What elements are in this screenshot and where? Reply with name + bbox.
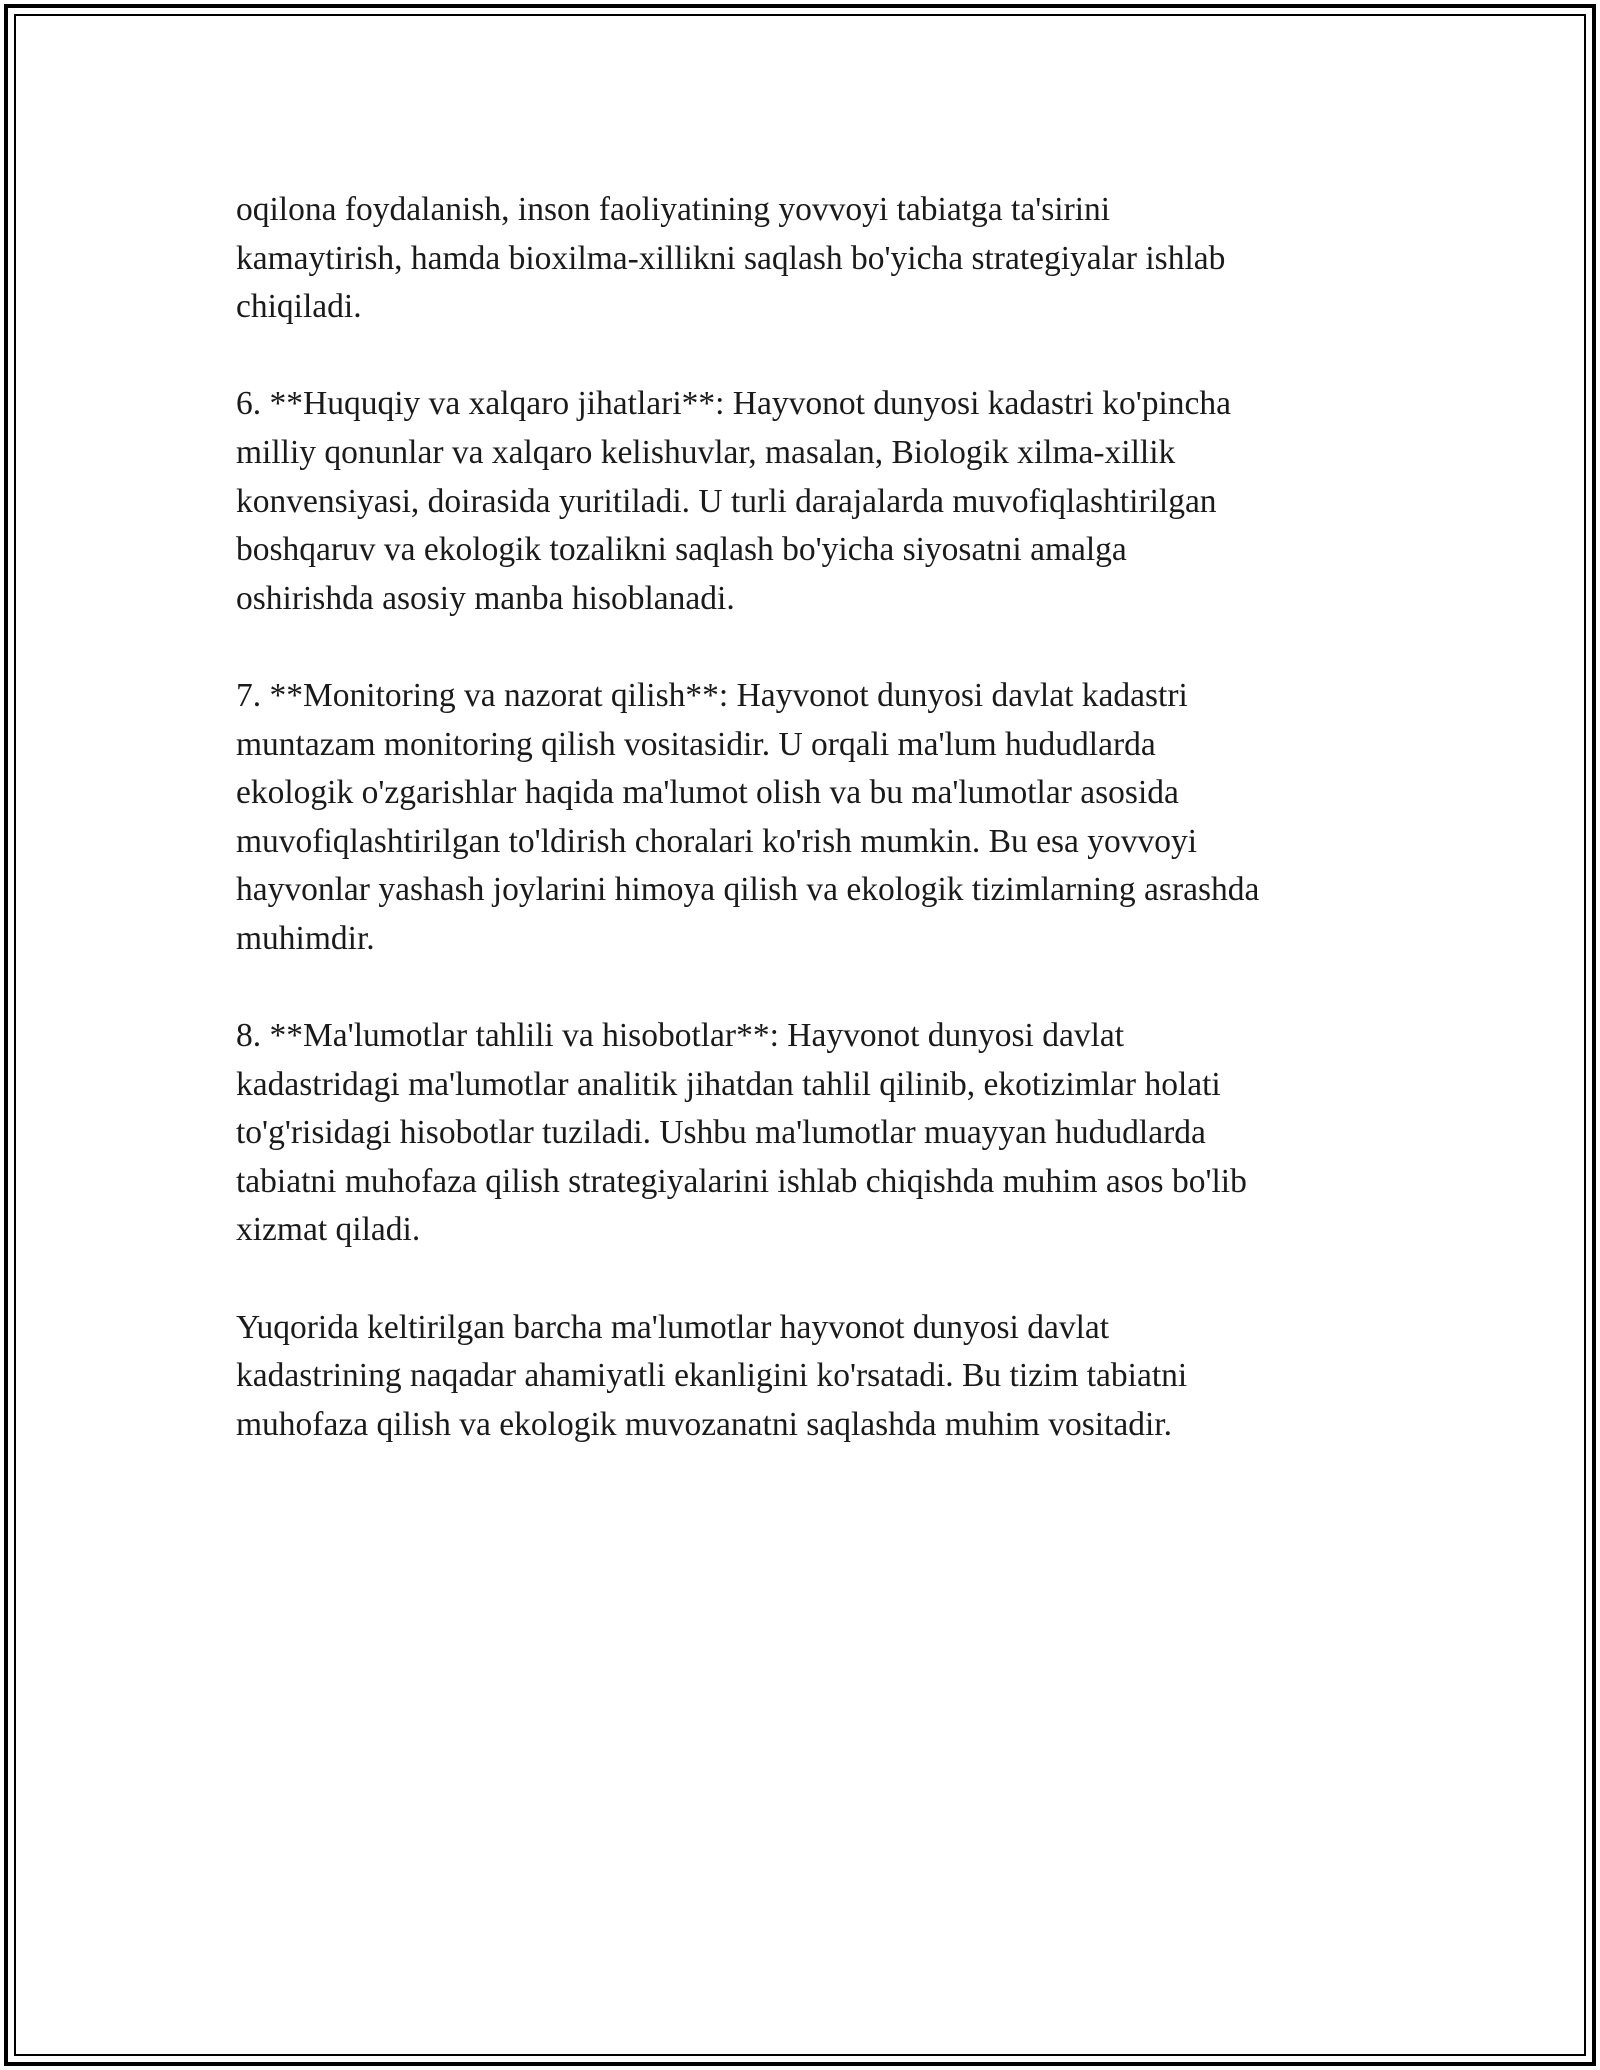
text-line: kadastridagi ma'lumotlar analitik jihatdan tahlil qilinib, ekotizimlar holati xyxy=(236,1065,1221,1103)
text-line: kadastrining naqadar ahamiyatli ekanligini ko'rsatadi. Bu tizim tabiatni xyxy=(236,1357,1188,1395)
text-line: milliy qonunlar va xalqaro kelishuvlar, masalan, Biologik xilma-xillik xyxy=(236,433,1176,471)
text-line: Yuqorida keltirilgan barcha ma'lumotlar hayvonot dunyosi davlat xyxy=(236,1308,1110,1346)
text-line: kamaytirish, hamda bioxilma-xillikni saqlash bo'yicha strategiyalar ishlab xyxy=(236,239,1226,277)
text-line: 6. **Huquqiy va xalqaro jihatlari**: Hayvonot dunyosi kadastri ko'pincha xyxy=(236,385,1232,423)
text-line: tabiatni muhofaza qilish strategiyalarini ishlab chiqishda muhim asos bo'lib xyxy=(236,1162,1247,1200)
text-line: muntazam monitoring qilish vositasidir. U orqali ma'lum hududlarda xyxy=(236,725,1156,763)
text-line: muhofaza qilish va ekologik muvozanatni saqlashda muhim vositadir. xyxy=(236,1405,1172,1443)
text-line: hayvonlar yashash joylarini himoya qilish va ekologik tizimlarning asrashda xyxy=(236,871,1260,909)
text-line: ekologik o'zgarishlar haqida ma'lumot olish va bu ma'lumotlar asosida xyxy=(236,774,1179,812)
text-line: 8. **Ma'lumotlar tahlili va hisobotlar**: Hayvonot dunyosi davlat xyxy=(236,1017,1125,1055)
text-line: muhimdir. xyxy=(236,919,375,957)
text-line: oqilona foydalanish, inson faoliyatining yovvoyi tabiatga ta'sirini xyxy=(236,191,1111,228)
paragraph-item-8 xyxy=(236,1012,1376,1255)
paragraph-intro-continuation xyxy=(236,186,1376,332)
text-line: xizmat qiladi. xyxy=(236,1211,421,1249)
text-line: chiqiladi. xyxy=(236,288,362,326)
paragraph-item-7 xyxy=(236,672,1376,964)
paragraph-item-6 xyxy=(236,380,1376,623)
text-line: oshirishda asosiy manba hisoblanadi. xyxy=(236,579,735,617)
text-line: to'g'risidagi hisobotlar tuziladi. Ushbu ma'lumotlar muayyan hududlarda xyxy=(236,1114,1206,1152)
paragraph-conclusion xyxy=(236,1304,1376,1450)
document-body xyxy=(236,186,1376,1449)
text-line: boshqaruv va ekologik tozalikni saqlash bo'yicha siyosatni amalga xyxy=(236,531,1127,569)
text-line: muvofiqlashtirilgan to'ldirish choralari ko'rish mumkin. Bu esa yovvoyi xyxy=(236,822,1198,860)
text-line: konvensiyasi, doirasida yuritiladi. U turli darajalarda muvofiqlashtirilgan xyxy=(236,482,1217,520)
text-line: 7. **Monitoring va nazorat qilish**: Hayvonot dunyosi davlat kadastri xyxy=(236,676,1188,714)
